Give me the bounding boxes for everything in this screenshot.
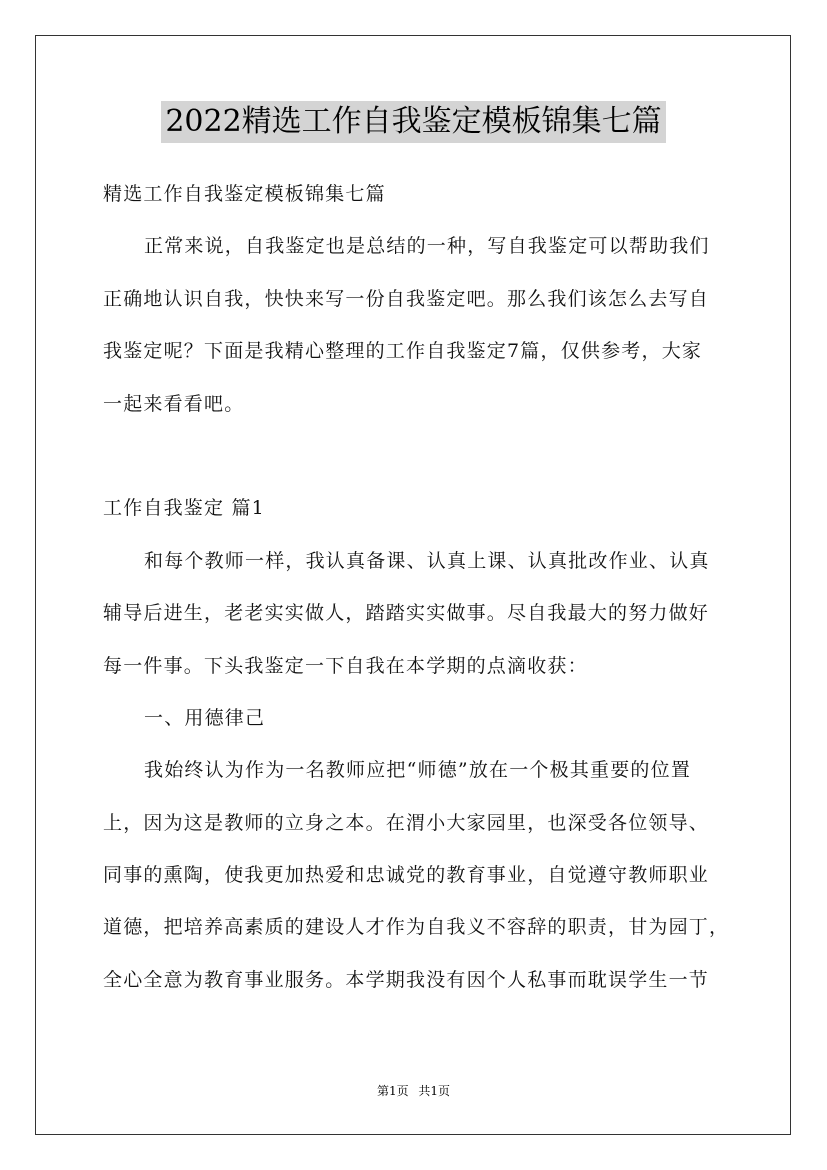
page-number: 第1页 — [376, 1084, 409, 1098]
para2-line-2: 上，因为这是教师的立身之本。在渭小大家园里，也深受各位领导、 — [103, 811, 710, 834]
para2-line-4: 道德，把培养高素质的建设人才作为自我义不容辞的职责，甘为园丁， — [103, 916, 730, 939]
para1-line-2: 辅导后进生，老老实实做人，踏踏实实做事。尽自我最大的努力做好 — [103, 602, 710, 625]
page-footer — [0, 1083, 827, 1099]
para2-line-1: 我始终认为作为一名教师应把“师德”放在一个极其重要的位置 — [144, 759, 692, 782]
para1-line-3: 每一件事。下头我鉴定一下自我在本学期的点滴收获： — [103, 654, 588, 677]
title-wrapper — [0, 101, 827, 143]
intro-line-4: 一起来看看吧。 — [103, 392, 245, 415]
section-heading: 工作自我鉴定 篇1 — [103, 497, 265, 520]
intro-line-1: 正常来说，自我鉴定也是总结的一种，写自我鉴定可以帮助我们 — [144, 235, 710, 258]
para1-line-1: 和每个教师一样，我认真备课、认真上课、认真批改作业、认真 — [144, 549, 710, 572]
para2-line-3: 同事的熏陶，使我更加热爱和忠诚党的教育事业，自觉遵守教师职业 — [103, 864, 710, 887]
subheading: 一、用德律己 — [144, 706, 266, 729]
document-body — [103, 168, 743, 1006]
page-total: 共1页 — [418, 1084, 451, 1098]
intro-line-2: 正确地认识自我，快快来写一份自我鉴定吧。那么我们该怎么去写自 — [103, 287, 710, 310]
blank-line — [103, 430, 743, 482]
document-title: 2022精选工作自我鉴定模板锦集七篇 — [161, 101, 665, 143]
intro-line-3: 我鉴定呢？下面是我精心整理的工作自我鉴定7篇，仅供参考，大家 — [103, 340, 703, 363]
para2-line-5: 全心全意为教育事业服务。本学期我没有因个人私事而耽误学生一节 — [103, 968, 710, 991]
document-subtitle: 精选工作自我鉴定模板锦集七篇 — [103, 183, 386, 205]
